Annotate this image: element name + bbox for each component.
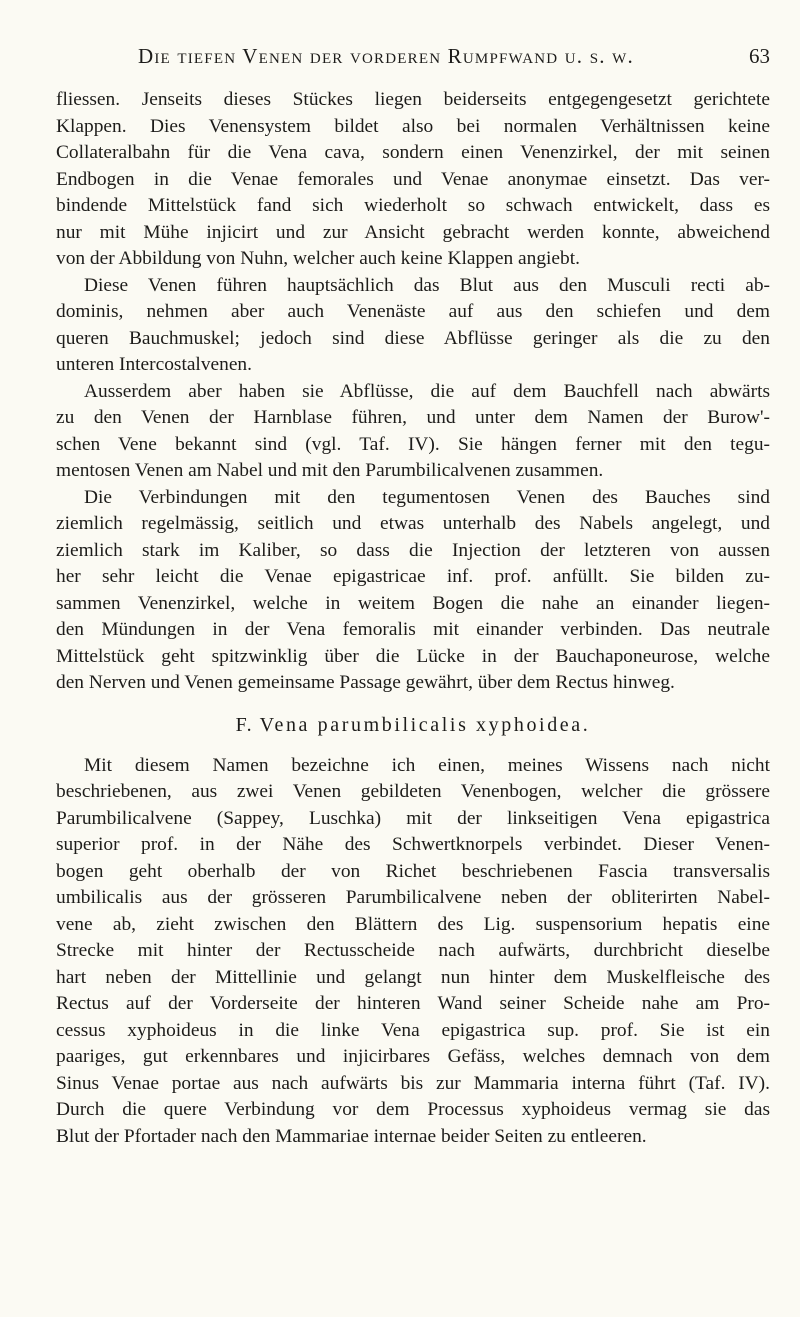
text-line: von der Abbildung von Nuhn, welcher auch keine Klappen angiebt. <box>56 248 580 269</box>
text-line: Rectus auf der Vorderseite der hinteren Wand seiner Scheide nahe am Pro- <box>56 993 770 1014</box>
text-line: Blut der Pfortader nach den Mammariae internae beider Seiten zu entleeren. <box>56 1125 647 1147</box>
text-line: sammen Venenzirkel, welche in weitem Bogen die nahe an einander liegen- <box>56 592 770 614</box>
text-line: Ausserdem aber haben sie Abflüsse, die auf dem Bauchfell nach abwärts <box>84 380 770 402</box>
text-line: mentosen Venen am Nabel und mit den Parumbilicalvenen zusammen. <box>56 460 604 481</box>
text-line: den Mündungen in der Vena femoralis mit einander verbinden. Das neutrale <box>56 619 770 640</box>
text-line: Mittelstück geht spitzwinklig über die Lücke in der Bauchaponeurose, welche <box>56 645 770 667</box>
text-line: her sehr leicht die Venae epigastricae inf. prof. anfüllt. Sie bilden zu- <box>56 566 770 587</box>
text-line: Sinus Venae portae aus nach aufwärts bis zur Mammaria interna führt (Taf. IV). <box>56 1072 770 1094</box>
text-line: cessus xyphoideus in die linke Vena epigastrica sup. prof. Sie ist ein <box>56 1019 770 1041</box>
page-number: 63 <box>749 44 770 68</box>
text-line: Die Verbindungen mit den tegumentosen Venen des Bauches sind <box>84 486 770 508</box>
running-header <box>58 44 770 78</box>
text-line: Collateralbahn für die Vena cava, sondern einen Venenzirkel, der mit seinen <box>56 142 770 163</box>
paragraph-5 <box>56 753 770 1151</box>
text-line: vene ab, zieht zwischen den Blättern des Lig. suspensorium hepatis eine <box>56 913 770 935</box>
section-letter: F. <box>235 713 254 736</box>
text-line: bindende Mittelstück fand sich wiederholt so schwach entwickelt, dass es <box>56 195 770 216</box>
text-line: superior prof. in der Nähe des Schwertknorpels verbindet. Dieser Venen- <box>56 834 770 855</box>
text-line: umbilicalis aus der grösseren Parumbilicalvene neben der obliterirten Nabel- <box>56 887 770 908</box>
section-title: Vena parumbilicalis xyphoidea. <box>259 713 591 736</box>
text-line: zu den Venen der Harnblase führen, und unter dem Namen der Burow'- <box>56 407 770 428</box>
text-line: paariges, gut erkennbares und injicirbares Gefäss, welches demnach von dem <box>56 1046 770 1067</box>
body-text <box>56 87 770 1150</box>
text-line: Durch die quere Verbindung vor dem Processus xyphoideus vermag sie das <box>56 1099 770 1120</box>
text-line: Parumbilicalvene (Sappey, Luschka) mit der linkseitigen Vena epigastrica <box>56 807 770 829</box>
text-line: bogen geht oberhalb der von Richet beschriebenen Fascia transversalis <box>56 860 770 882</box>
text-line: Strecke mit hinter der Rectusscheide nach aufwärts, durchbricht dieselbe <box>56 940 770 961</box>
text-line: ziemlich regelmässig, seitlich und etwas unterhalb des Nabels angelegt, und <box>56 513 770 534</box>
text-line: Endbogen in die Venae femorales und Venae anonymae einsetzt. Das ver- <box>56 168 770 190</box>
text-line: Mit diesem Namen bezeichne ich einen, meines Wissens nach nicht <box>84 754 770 776</box>
running-title: Die tiefen Venen der vorderen Rumpfwand u. s. w. <box>138 44 634 68</box>
text-line: ziemlich stark im Kaliber, so dass die Injection der letzteren von aussen <box>56 539 770 561</box>
text-line: fliessen. Jenseits dieses Stückes liegen beiderseits entgegengesetzt gerichtete <box>56 89 770 110</box>
text-line: unteren Intercostalvenen. <box>56 354 252 375</box>
text-line: Diese Venen führen hauptsächlich das Blut aus den Musculi recti ab- <box>84 274 770 296</box>
text-line: schen Vene bekannt sind (vgl. Taf. IV). Sie hängen ferner mit den tegu- <box>56 433 770 455</box>
text-line: beschriebenen, aus zwei Venen gebildeten Venenbogen, welcher die grössere <box>56 781 770 802</box>
paragraph-2 <box>56 273 770 379</box>
section-heading <box>56 697 770 753</box>
text-line: hart neben der Mittellinie und gelangt nun hinter dem Muskelfleische des <box>56 966 770 988</box>
text-line: queren Bauchmuskel; jedoch sind diese Abflüsse geringer als die zu den <box>56 327 770 349</box>
paragraph-1 <box>56 87 770 273</box>
text-line: nur mit Mühe injicirt und zur Ansicht gebracht werden konnte, abweichend <box>56 221 770 243</box>
paragraph-3 <box>56 379 770 485</box>
paragraph-4 <box>56 485 770 697</box>
text-line: Klappen. Dies Venensystem bildet also bei normalen Verhältnissen keine <box>56 115 770 137</box>
text-line: dominis, nehmen aber auch Venenäste auf aus den schiefen und dem <box>56 301 770 322</box>
text-line: den Nerven und Venen gemeinsame Passage gewährt, über dem Rectus hinweg. <box>56 672 675 693</box>
